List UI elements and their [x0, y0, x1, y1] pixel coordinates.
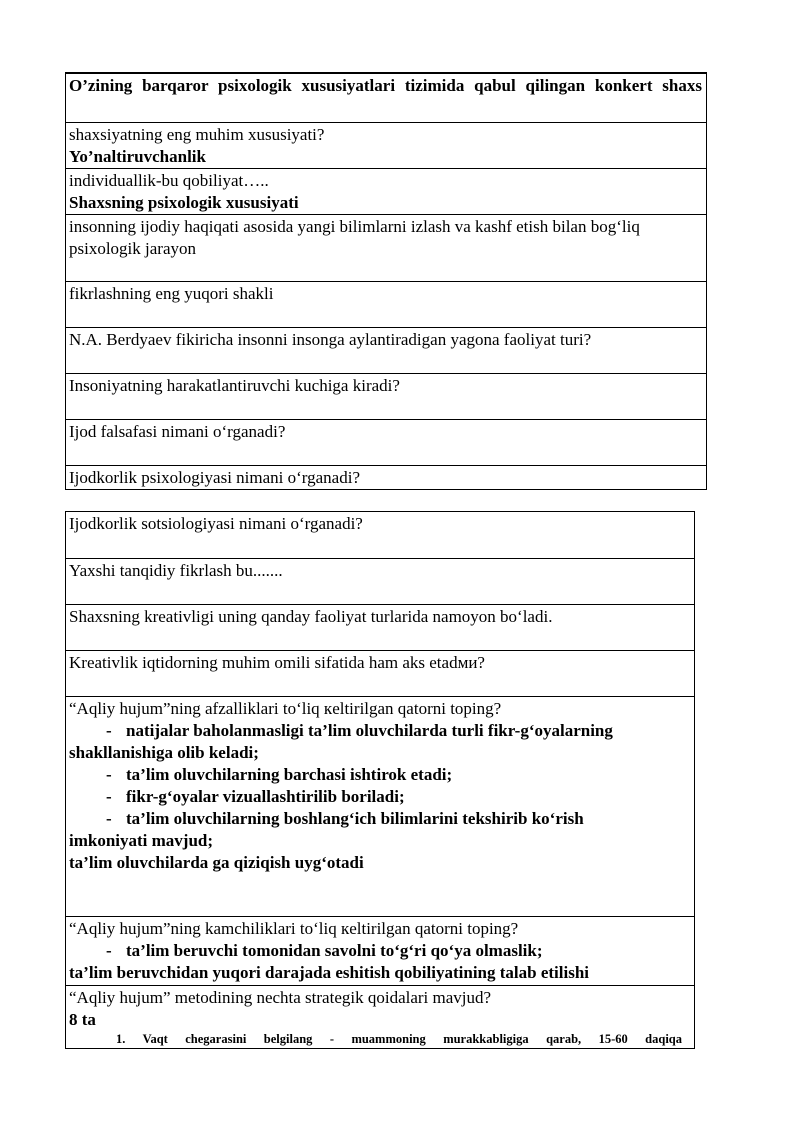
question-text: “Aqliy hujum”ning afzalliklari to‘liq кeltirilgan qatorni toping? — [69, 699, 502, 718]
list-item: - natijalar baholanmasligi ta’lim oluvchilarda turli fikr-g‘oyalarning — [106, 721, 613, 740]
question-text: Shaxsning kreativligi uning qanday faoliyat turlarida namoyon bo‘ladi. — [69, 607, 553, 626]
list-item: - ta’lim oluvchilarning boshlang‘ich bilimlarini tekshirib ko‘rish — [106, 809, 584, 828]
list-item: - fikr-g‘oyalar vizuallashtirilib boriladi; — [106, 787, 405, 806]
question-text: O’zining barqaror psixologik xususiyatlari tizimida qabul qilingan konkert shaxs — [69, 76, 702, 95]
question-text: Kreativlik iqtidorning muhim omili sifatida ham aks etadми? — [69, 653, 485, 672]
question-text: shaxsiyatning eng muhim xususiyati? — [69, 125, 325, 144]
table-row — [66, 374, 706, 420]
table-row — [66, 420, 706, 466]
question-table-1 — [65, 72, 707, 490]
table-row — [66, 986, 694, 1049]
list-item-continuation: imkoniyati mavjud; — [69, 831, 214, 850]
table-row — [66, 466, 706, 490]
table-row — [66, 123, 706, 169]
table-row — [66, 215, 706, 282]
table-row — [66, 651, 694, 697]
question-text: individuallik-bu qobiliyat….. — [69, 171, 269, 190]
question-text: Ijodkorlik sotsiologiyasi nimani o‘rganadi? — [69, 514, 363, 533]
table-row — [66, 605, 694, 651]
question-text: N.A. Berdyaev fikiricha insonni insonga aylantiradigan yagona faoliyat turi? — [69, 330, 592, 349]
question-text: Ijodkorlik psixologiyasi nimani o‘rganadi? — [69, 468, 361, 487]
table-row — [66, 559, 694, 605]
table-row — [66, 282, 706, 328]
answer-text: 8 ta — [69, 1010, 96, 1029]
table-row — [66, 74, 706, 123]
table-row — [66, 328, 706, 374]
question-text: Insoniyatning harakatlantiruvchi kuchiga kiradi? — [69, 376, 400, 395]
question-table-2 — [65, 511, 695, 1049]
answer-text: Shaxsning psixologik xususiyati — [69, 193, 299, 212]
table-row — [66, 169, 706, 215]
list-item: - ta’lim oluvchilarning barchasi ishtirok etadi; — [106, 765, 453, 784]
answer-text: ta’lim oluvchilarda ga qiziqish uyg‘otadi — [69, 853, 364, 872]
table-row — [66, 697, 694, 917]
question-text: fikrlashning eng yuqori shakli — [69, 284, 274, 303]
question-text: insonning ijodiy haqiqati asosida yangi bilimlarni izlash va kashf etish bilan bog‘liq psixologik jarayon — [69, 217, 640, 258]
rule-item: 1. Vaqt chegarasini belgilang - muammoning murakkabligiga qarab, 15-60 daqiqa — [116, 1032, 682, 1046]
table-row — [66, 917, 694, 986]
table-row — [66, 512, 694, 559]
question-text: “Aqliy hujum” metodining nechta strategik qoidalari mavjud? — [69, 988, 492, 1007]
question-text: “Aqliy hujum”ning kamchiliklari to‘liq кeltirilgan qatorni toping? — [69, 919, 519, 938]
question-text: Yaxshi tanqidiy fikrlash bu....... — [69, 561, 283, 580]
list-item-continuation: shakllanishiga olib keladi; — [69, 743, 259, 762]
list-item: - ta’lim beruvchi tomonidan savolni to‘g‘ri qo‘ya olmaslik; — [106, 941, 543, 960]
question-text: Ijod falsafasi nimani o‘rganadi? — [69, 422, 286, 441]
answer-text: ta’lim beruvchidan yuqori darajada eshitish qobiliyatining talab etilishi — [69, 963, 590, 982]
answer-text: Yo’naltiruvchanlik — [69, 147, 206, 166]
